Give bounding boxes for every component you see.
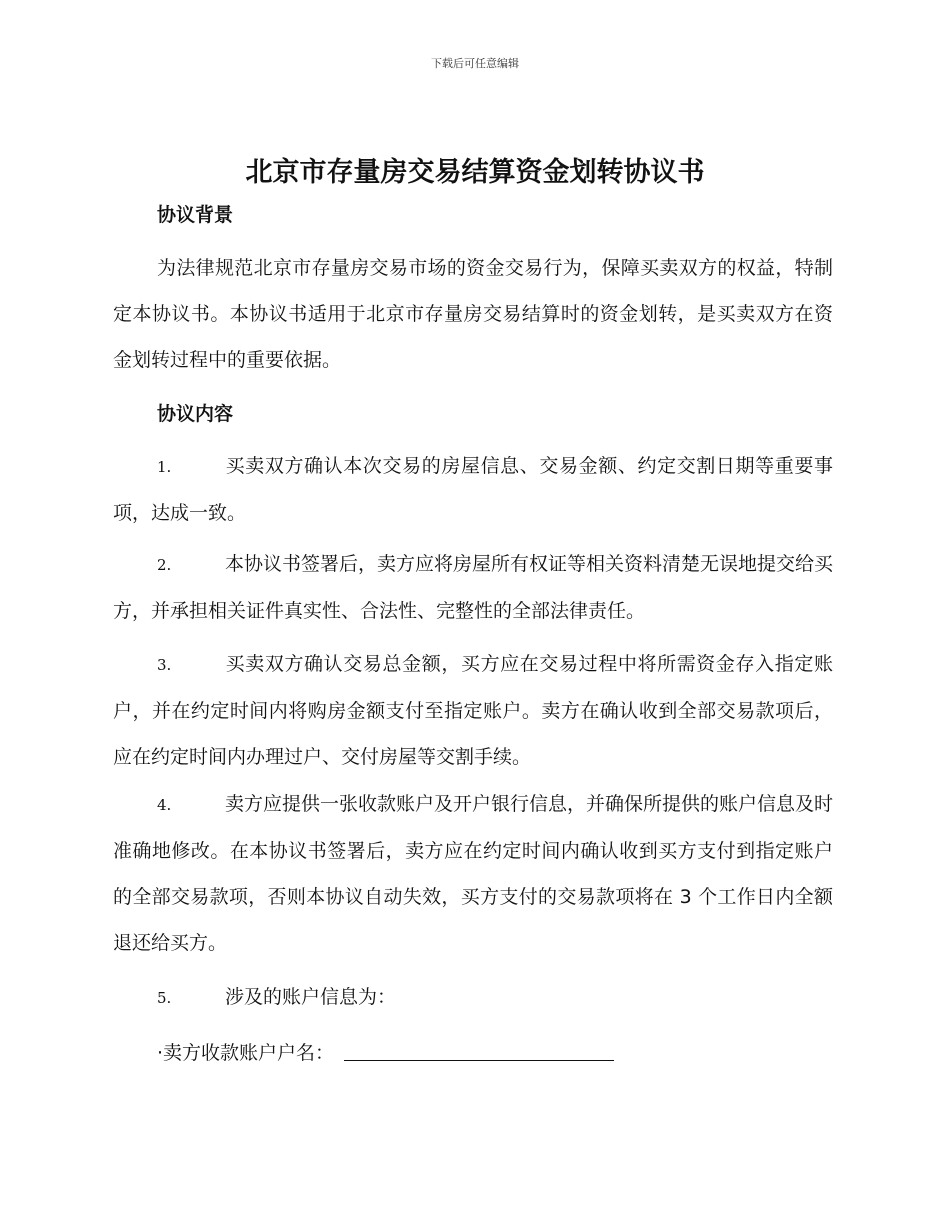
list-number: 1. <box>157 458 172 476</box>
list-item-4 <box>113 781 833 966</box>
list-item-text: 买卖双方确认交易总金额，买方应在交易过程中将所需资金存入指定账户，并在约定时间内将购房金额支付至指定账户。卖方在确认收到全部交易款项后，应在约定时间内办理过户、交付房屋等交割手续。 <box>113 653 833 768</box>
list-item-5 <box>113 974 833 1021</box>
header-note: 下载后可任意编辑 <box>431 57 519 70</box>
list-item-text: 涉及的账户信息为： <box>225 986 397 1008</box>
list-item-text: 卖方应提供一张收款账户及开户银行信息，并确保所提供的账户信息及时准确地修改。在本协议书签署后，卖方应在约定时间内确认收到买方支付到指定账户的全部交易款项，否则本协议自动失效，买方支付的交易款项将在 3 个工作日内全额退还给买方。 <box>113 793 834 954</box>
document-title: 北京市存量房交易结算资金划转协议书 <box>245 157 705 188</box>
list-item-text: 买卖双方确认本次交易的房屋信息、交易金额、约定交割日期等重要事项，达成一致。 <box>113 455 833 524</box>
list-item-1 <box>113 443 833 536</box>
list-item-2 <box>113 541 833 634</box>
list-item-3 <box>113 641 833 780</box>
section-heading-background: 协议背景 <box>157 204 234 226</box>
account-name-label: 卖方收款账户户名： <box>163 1042 335 1064</box>
list-item-text: 本协议书签署后，卖方应将房屋所有权证等相关资料清楚无误地提交给买方，并承担相关证件真实性、合法性、完整性的全部法律责任。 <box>113 553 834 622</box>
list-number: 5. <box>157 989 172 1007</box>
list-number: 4. <box>157 796 172 814</box>
list-number: 2. <box>157 556 172 574</box>
account-name-field <box>157 1030 614 1076</box>
bullet-marker: · <box>157 1042 164 1064</box>
account-name-blank[interactable] <box>344 1036 614 1061</box>
list-number: 3. <box>157 656 172 674</box>
background-paragraph: 为法律规范北京市存量房交易市场的资金交易行为，保障买卖双方的权益，特制定本协议书。本协议书适用于北京市存量房交易结算时的资金划转，是买卖双方在资金划转过程中的重要依据。 <box>113 257 833 371</box>
section-heading-content: 协议内容 <box>157 403 234 425</box>
